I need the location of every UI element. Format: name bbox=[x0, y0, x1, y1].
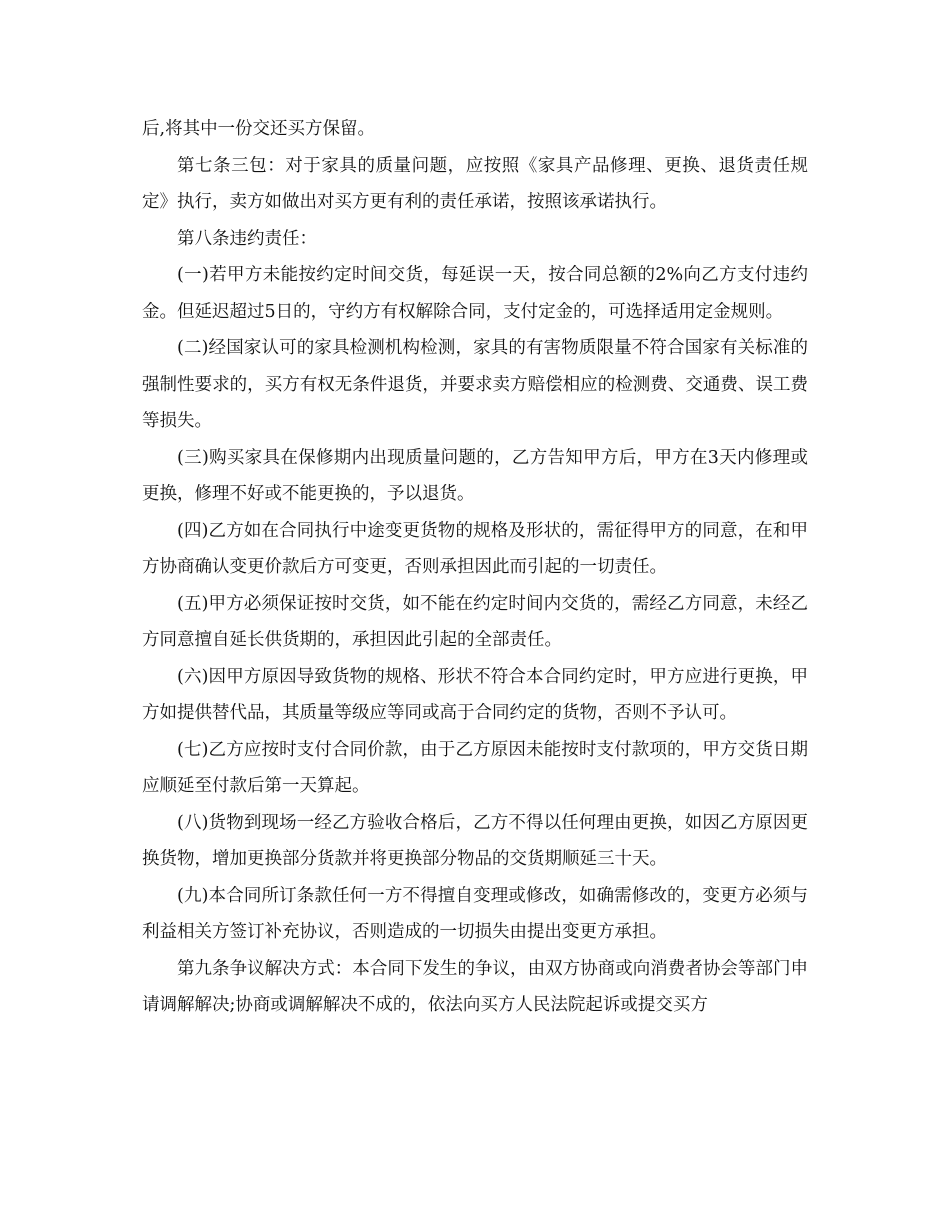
article-8-heading: 第八条违约责任： bbox=[177, 228, 317, 249]
document-body bbox=[142, 111, 808, 1024]
clause-7: (七)乙方应按时支付合同价款，由于乙方原因未能按时支付款项的，甲方交货日期应顺延至付款后第一天算起。 bbox=[142, 739, 808, 796]
clause-3: (三)购买家具在保修期内出现质量问题的，乙方告知甲方后，甲方在3天内修理或更换，修理不好或不能更换的，予以退货。 bbox=[142, 447, 808, 504]
clause-5: (五)甲方必须保证按时交货，如不能在约定时间内交货的，需经乙方同意，未经乙方同意擅自延长供货期的，承担因此引起的全部责任。 bbox=[142, 593, 808, 650]
clause-4: (四)乙方如在合同执行中途变更货物的规格及形状的，需征得甲方的同意，在和甲方协商确认变更价款后方可变更，否则承担因此而引起的一切责任。 bbox=[142, 520, 808, 577]
clause-2: (二)经国家认可的家具检测机构检测，家具的有害物质限量不符合国家有关标准的强制性要求的，买方有权无条件退货，并要求卖方赔偿相应的检测费、交通费、误工费等损失。 bbox=[142, 338, 808, 431]
article-7-warranty: 第七条三包：对于家具的质量问题，应按照《家具产品修理、更换、退货责任规定》执行，卖方如做出对买方更有利的责任承诺，按照该承诺执行。 bbox=[142, 155, 808, 212]
clause-8: (八)货物到现场一经乙方验收合格后，乙方不得以任何理由更换，如因乙方原因更换货物，增加更换部分货款并将更换部分物品的交货期顺延三十天。 bbox=[142, 812, 808, 869]
clause-6: (六)因甲方原因导致货物的规格、形状不符合本合同约定时，甲方应进行更换，甲方如提供替代品，其质量等级应等同或高于合同约定的货物，否则不予认可。 bbox=[142, 666, 808, 723]
clause-1: (一)若甲方未能按约定时间交货，每延误一天，按合同总额的2%向乙方支付违约金。但延迟超过5日的，守约方有权解除合同，支付定金的，可选择适用定金规则。 bbox=[142, 265, 808, 322]
article-9-dispute-resolution: 第九条争议解决方式：本合同下发生的争议，由双方协商或向消费者协会等部门申请调解解决;协商或调解解决不成的，依法向买方人民法院起诉或提交买方 bbox=[142, 958, 808, 1015]
paragraph-continuation: 后,将其中一份交还买方保留。 bbox=[142, 119, 376, 139]
clause-9: (九)本合同所订条款任何一方不得擅自变理或修改，如确需修改的，变更方必须与利益相关方签订补充协议，否则造成的一切损失由提出变更方承担。 bbox=[142, 885, 808, 942]
